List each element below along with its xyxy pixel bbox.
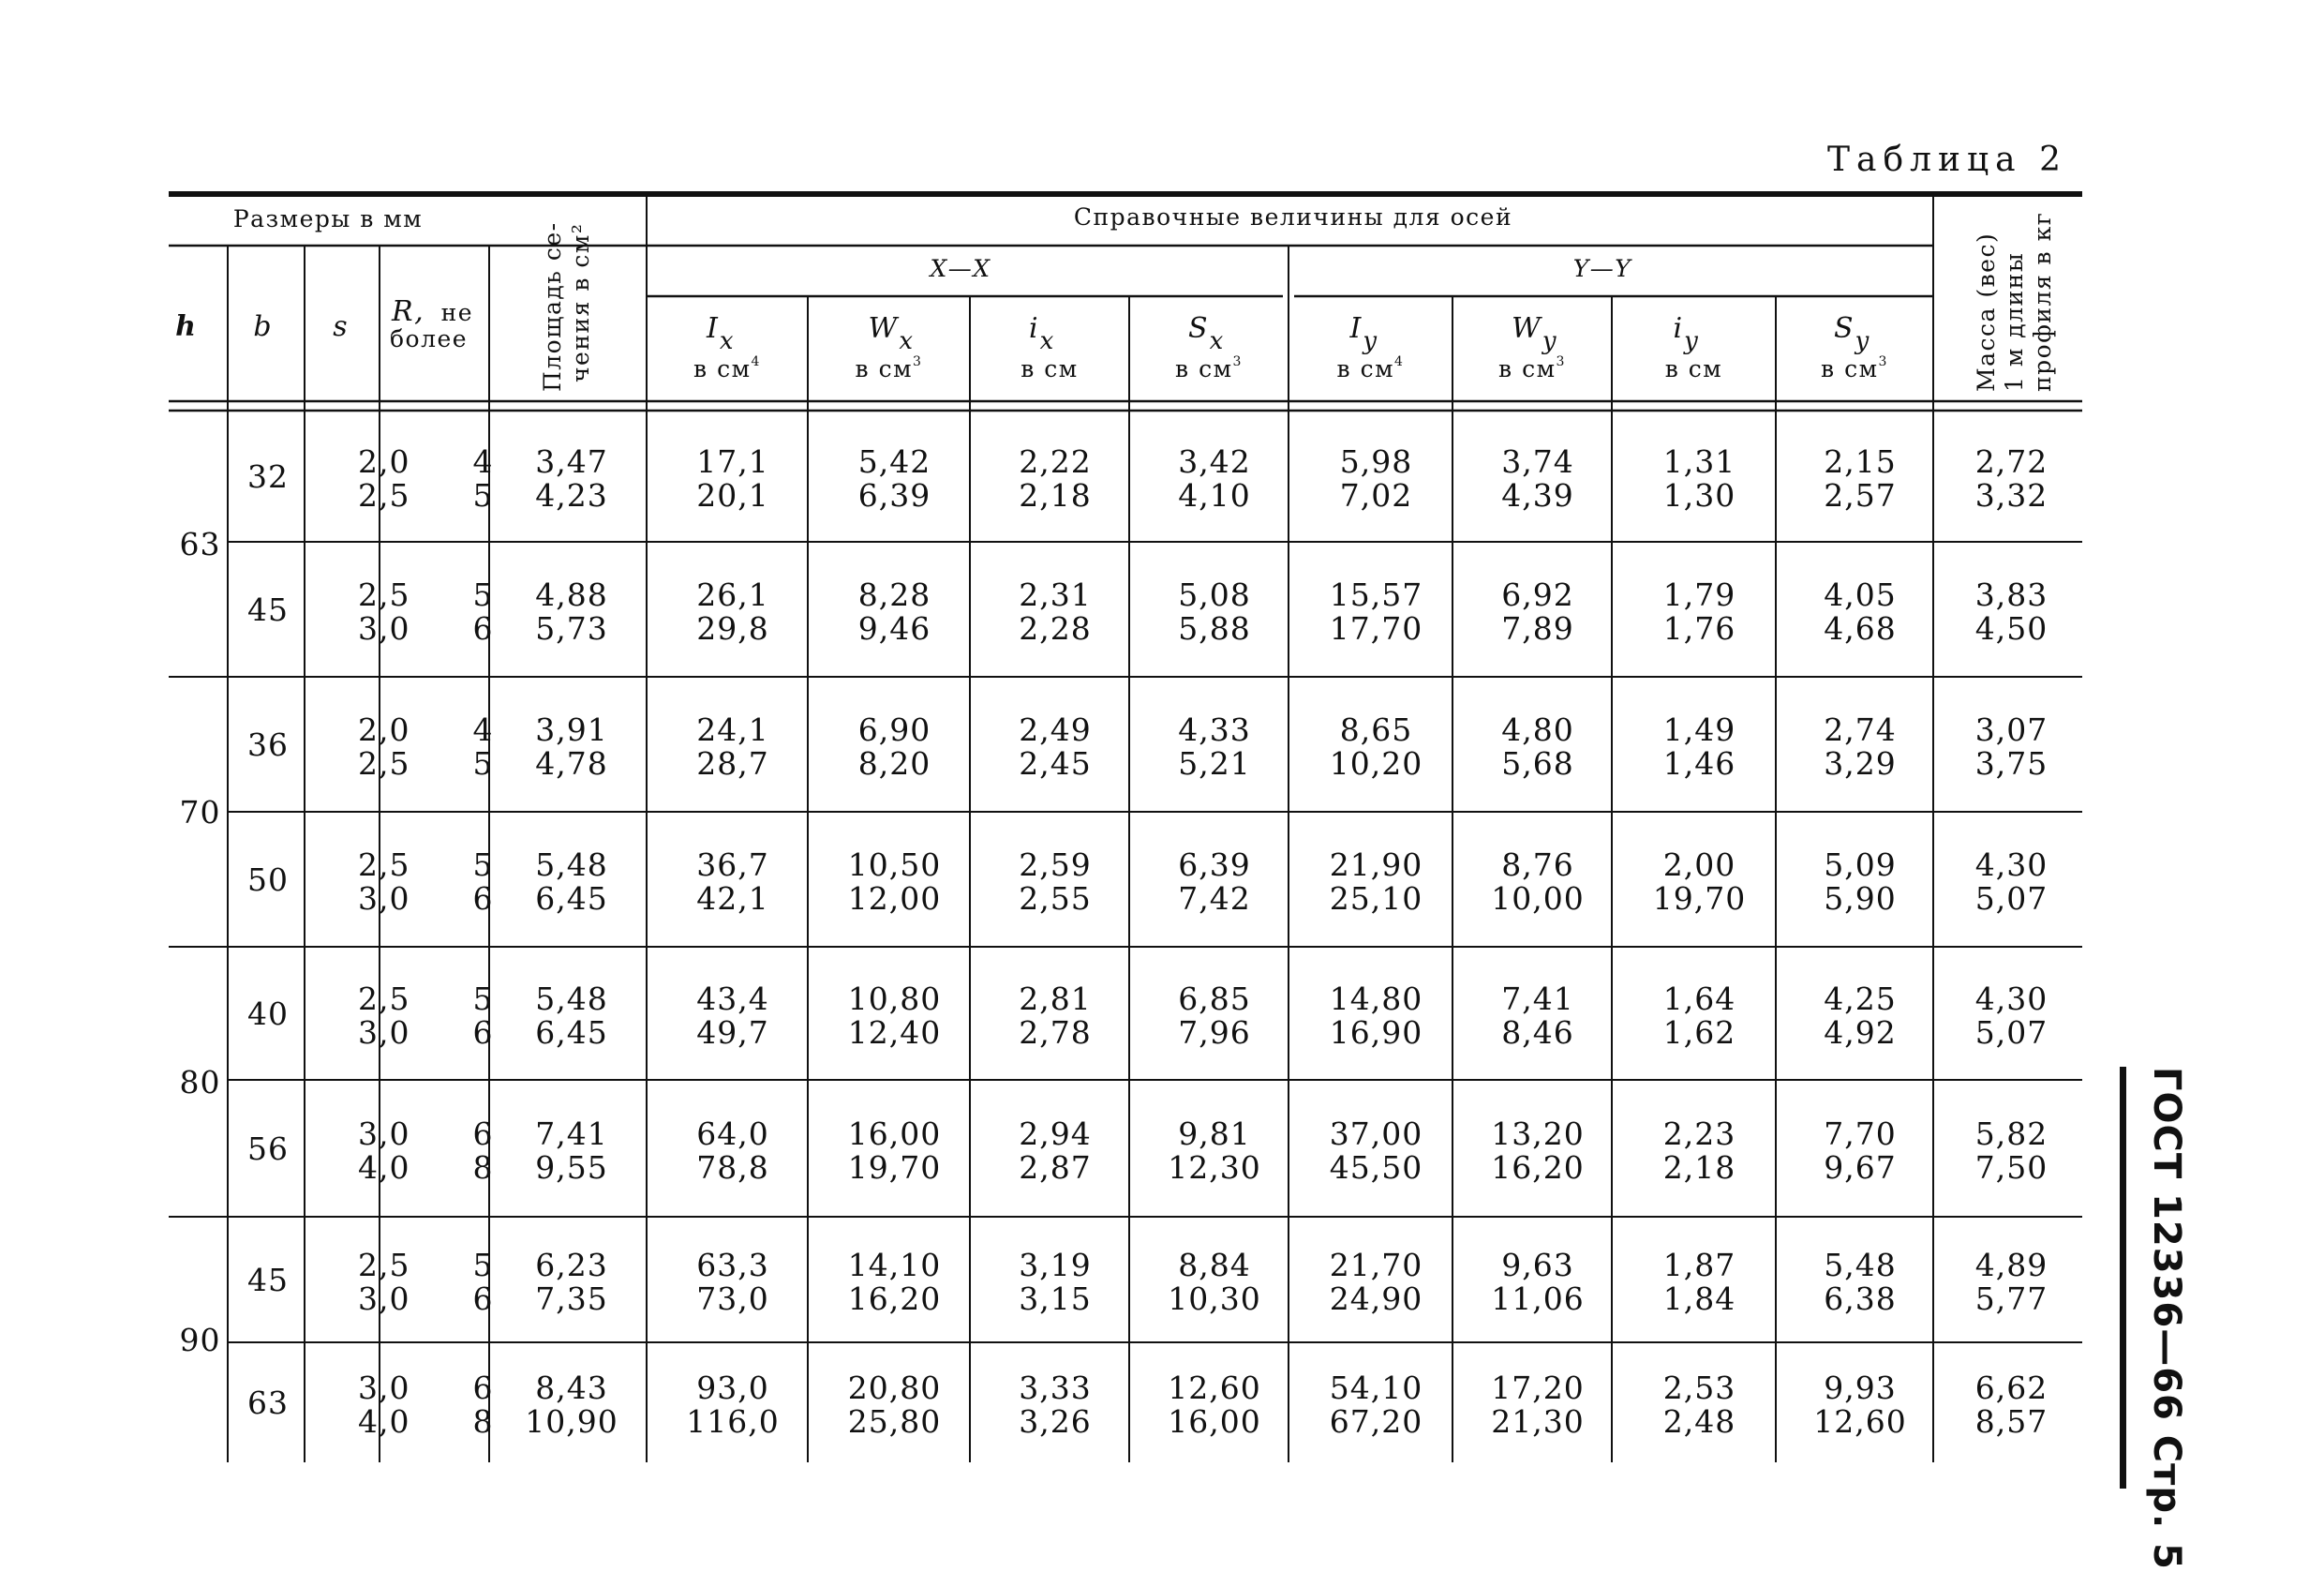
value-cell-wy: 8,76 [1501,846,1574,883]
value-cell-ix: 36,7 [696,846,769,883]
quantity-subscript: x [1039,327,1054,355]
value-cell-m: 5,82 [1974,1115,2048,1152]
thickness-cell: 2,5 [358,477,410,514]
value-cell-wx: 8,28 [857,576,931,613]
s-column-header: s [333,310,348,343]
value-cell-sy: 9,67 [1824,1149,1897,1186]
quantity-symbol [706,312,734,355]
value-cell-a: 8,43 [535,1370,608,1406]
height-cell: 70 [179,794,221,831]
quantity-symbol [1349,312,1378,355]
value-cell-iy: 14,80 [1329,981,1423,1017]
value-cell-iy: 2,18 [1662,1149,1736,1186]
table-row [247,1247,2048,1317]
height-cell: 90 [179,1322,221,1358]
table-row [247,846,2048,917]
thickness-cell: 3,0 [358,880,410,917]
flange-width-cell: 45 [247,591,289,628]
value-cell-ix: 2,45 [1019,745,1092,782]
radius-cell: 5 [472,745,494,782]
radius-cell: 6 [472,610,494,647]
value-cell-ix: 73,0 [696,1280,769,1317]
standard-reference-label [2120,1067,2213,1570]
value-cell-ix: 24,1 [696,711,769,748]
value-cell-sx: 5,08 [1178,576,1251,613]
unit-exponent: 3 [1556,354,1566,369]
quantity-unit [1020,355,1078,382]
quantity-subscript: y [1684,327,1698,355]
radius-cell: 6 [472,1014,494,1051]
value-cell-ix: 2,18 [1019,477,1092,514]
value-cell-ix: 2,78 [1019,1014,1092,1051]
radius-cell: 6 [472,1370,494,1406]
value-cell-ix: 29,8 [696,610,769,647]
value-cell-ix: 3,19 [1019,1247,1092,1283]
value-cell-iy: 5,98 [1339,443,1413,480]
table-row [247,981,2048,1051]
quantity-subscript: x [899,327,914,355]
thickness-cell: 3,0 [358,610,410,647]
value-cell-ix: 2,55 [1019,880,1092,917]
unit-exponent: 4 [1394,354,1405,369]
value-cell-wy: 8,46 [1501,1014,1574,1051]
quantity-subscript: x [719,327,734,355]
value-cell-iy: 17,70 [1329,610,1423,647]
value-cell-m: 4,89 [1974,1247,2048,1283]
quantity-unit [1821,354,1888,382]
value-cell-iy: 24,90 [1329,1280,1423,1317]
value-cell-ix: 49,7 [696,1014,769,1051]
value-cell-wy: 5,68 [1501,745,1574,782]
value-cell-sx: 4,33 [1178,711,1251,748]
value-cell-sy: 4,05 [1824,576,1897,613]
value-cell-iy: 1,84 [1662,1280,1736,1317]
height-cell: 63 [179,526,221,562]
value-cell-m: 6,62 [1974,1370,2048,1406]
value-cell-wx: 12,00 [847,880,942,917]
value-cell-sy: 2,15 [1824,443,1897,480]
value-cell-m: 4,30 [1974,981,2048,1017]
quantity-unit [856,354,923,382]
radius-cell: 6 [472,1115,494,1152]
r-header-symbol: R, [392,295,425,328]
quantity-headers [693,312,1888,382]
value-cell-wx: 16,00 [847,1115,942,1152]
value-cell-wx: 8,20 [857,745,931,782]
value-cell-sx: 6,85 [1178,981,1251,1017]
value-cell-wx: 10,80 [847,981,942,1017]
value-cell-wy: 7,41 [1501,981,1574,1017]
value-cell-wy: 9,63 [1501,1247,1574,1283]
value-cell-a: 9,55 [535,1149,608,1186]
value-cell-iy: 1,46 [1662,745,1736,782]
value-cell-m: 3,75 [1974,745,2048,782]
table-row [247,711,2048,782]
value-cell-ix: 20,1 [696,477,769,514]
quantity-symbol [1512,312,1557,355]
value-cell-wx: 25,80 [847,1403,942,1440]
value-cell-wy: 11,06 [1491,1280,1585,1317]
value-cell-iy: 1,62 [1662,1014,1736,1051]
thickness-cell: 3,0 [358,1280,410,1317]
thickness-cell: 4,0 [358,1149,410,1186]
value-cell-iy: 1,64 [1662,981,1736,1017]
quantity-subscript: y [1363,327,1378,355]
value-cell-sy: 12,60 [1813,1403,1907,1440]
value-cell-m: 7,50 [1974,1149,2048,1186]
table-header [175,203,2056,392]
quantity-symbol [1674,312,1699,355]
quantity-letter: i [1673,312,1683,345]
radius-cell: 8 [472,1403,494,1440]
value-cell-a: 7,35 [535,1280,608,1317]
value-cell-sx: 7,42 [1178,880,1251,917]
value-cell-ix: 26,1 [696,576,769,613]
quantity-unit [1665,355,1722,382]
value-cell-wx: 6,90 [857,711,931,748]
unit-exponent: 4 [751,354,761,369]
flange-width-cell: 56 [247,1130,289,1167]
height-cell: 80 [179,1064,221,1100]
value-cell-m: 4,30 [1974,846,2048,883]
value-cell-iy: 21,90 [1329,846,1423,883]
value-cell-a: 6,23 [535,1247,608,1283]
r-header-line2: более [390,325,469,352]
value-cell-iy: 25,10 [1329,880,1423,917]
value-cell-wx: 6,39 [857,477,931,514]
quantity-letter: S [1834,312,1854,345]
value-cell-iy: 16,90 [1329,1014,1423,1051]
quantity-letter: i [1029,312,1038,345]
thickness-cell: 4,0 [358,1403,410,1440]
unit-text: в см [855,355,914,382]
table-body [180,443,2048,1440]
value-cell-a: 3,91 [535,711,608,748]
radius-cell: 8 [472,1149,494,1186]
value-cell-wx: 10,50 [847,846,942,883]
value-cell-sx: 5,88 [1178,610,1251,647]
value-cell-m: 5,77 [1974,1280,2048,1317]
value-cell-sx: 3,42 [1178,443,1251,480]
thickness-cell: 2,5 [358,745,410,782]
unit-text: в см [1175,355,1233,382]
value-cell-wy: 17,20 [1491,1370,1585,1406]
value-cell-sx: 7,96 [1178,1014,1251,1051]
value-cell-ix: 2,49 [1019,711,1092,748]
value-cell-m: 5,07 [1974,880,2048,917]
value-cell-sx: 10,30 [1168,1280,1261,1317]
value-cell-ix: 2,22 [1019,443,1092,480]
b-column-header: b [253,310,272,343]
thickness-cell: 3,0 [358,1370,410,1406]
value-cell-iy: 54,10 [1329,1370,1423,1406]
value-cell-ix: 2,87 [1019,1149,1092,1186]
value-cell-iy: 15,57 [1329,576,1423,613]
quantity-unit [1498,354,1566,382]
flange-width-cell: 50 [247,861,289,898]
value-cell-ix: 3,15 [1019,1280,1092,1317]
value-cell-iy: 7,02 [1339,477,1413,514]
value-cell-a: 4,88 [535,576,608,613]
value-cell-sx: 6,39 [1178,846,1251,883]
value-cell-ix: 17,1 [696,443,769,480]
value-cell-iy: 1,79 [1662,576,1736,613]
unit-text: в см [1821,355,1879,382]
quantity-symbol [1188,312,1224,355]
value-cell-m: 3,32 [1974,477,2048,514]
value-cell-wx: 5,42 [857,443,931,480]
quantity-letter: W [868,312,898,345]
radius-cell: 6 [472,1280,494,1317]
value-cell-wy: 16,20 [1491,1149,1585,1186]
quantity-letter: W [1512,312,1541,345]
value-cell-a: 3,47 [535,443,608,480]
radius-cell: 5 [472,981,494,1017]
value-cell-wx: 14,10 [847,1247,942,1283]
table-row [247,443,2048,514]
value-cell-sy: 6,38 [1824,1280,1897,1317]
value-cell-wy: 7,89 [1501,610,1574,647]
thickness-cell: 2,5 [358,981,410,1017]
value-cell-sy: 5,48 [1824,1247,1897,1283]
thickness-cell: 2,5 [358,1247,410,1283]
value-cell-ix: 116,0 [686,1403,780,1440]
value-cell-iy: 1,30 [1662,477,1736,514]
value-cell-wx: 20,80 [847,1370,942,1406]
table-caption: Таблица 2 [1827,141,2067,179]
value-cell-wx: 19,70 [847,1149,942,1186]
value-cell-ix: 63,3 [696,1247,769,1283]
flange-width-cell: 63 [247,1385,289,1421]
quantity-unit [1175,354,1243,382]
quantity-symbol [1029,312,1054,355]
value-cell-sy: 5,90 [1824,880,1897,917]
value-cell-wy: 4,80 [1501,711,1574,748]
value-cell-sy: 7,70 [1824,1115,1897,1152]
thickness-cell: 2,5 [358,846,410,883]
quantity-symbol [869,312,914,355]
value-cell-wy: 13,20 [1491,1115,1585,1152]
value-cell-sy: 3,29 [1824,745,1897,782]
table-grid [169,194,2082,1462]
unit-exponent: 3 [913,354,923,369]
unit-text: в см [1336,355,1395,382]
value-cell-wx: 16,20 [847,1280,942,1317]
quantity-letter: I [707,312,718,345]
value-cell-m: 3,07 [1974,711,2048,748]
value-cell-wx: 9,46 [857,610,931,647]
value-cell-wy: 3,74 [1501,443,1574,480]
flange-width-cell: 40 [247,996,289,1032]
value-cell-iy: 1,49 [1662,711,1736,748]
radius-cell: 5 [472,1247,494,1283]
table-row [247,576,2048,647]
quantity-unit [1337,354,1405,382]
value-cell-wy: 6,92 [1501,576,1574,613]
flange-width-cell: 45 [247,1262,289,1298]
quantity-unit [693,354,761,382]
h-column-header: h [175,310,196,343]
thickness-cell: 2,5 [358,576,410,613]
r-header-rest: не [440,299,474,326]
radius-cell: 4 [472,443,494,480]
thickness-cell: 2,0 [358,443,410,480]
area-header-line1: Площадь се- [539,221,566,392]
value-cell-ix: 28,7 [696,745,769,782]
radius-cell: 6 [472,880,494,917]
reference-values-header: Справочные величины для осей [1073,203,1513,231]
value-cell-ix: 93,0 [696,1370,769,1406]
r-column-header [391,295,473,328]
value-cell-iy: 10,20 [1329,745,1423,782]
value-cell-sy: 4,68 [1824,610,1897,647]
value-cell-a: 4,23 [535,477,608,514]
flange-width-cell: 36 [247,726,289,763]
value-cell-sy: 5,09 [1824,846,1897,883]
value-cell-sx: 16,00 [1168,1403,1261,1440]
value-cell-ix: 3,26 [1019,1403,1092,1440]
value-cell-sx: 4,10 [1178,477,1251,514]
value-cell-ix: 2,59 [1019,846,1092,883]
value-cell-iy: 21,70 [1329,1247,1423,1283]
unit-text: в см [1664,355,1723,382]
thickness-cell: 3,0 [358,1115,410,1152]
thickness-cell: 3,0 [358,1014,410,1051]
value-cell-sx: 5,21 [1178,745,1251,782]
unit-text: в см [693,355,752,382]
table-row [247,1115,2048,1186]
value-cell-ix: 2,31 [1019,576,1092,613]
value-cell-m: 2,72 [1974,443,2048,480]
quantity-subscript: y [1542,327,1557,355]
value-cell-wx: 12,40 [847,1014,942,1051]
value-cell-sx: 8,84 [1178,1247,1251,1283]
value-cell-iy: 37,00 [1329,1115,1423,1152]
value-cell-ix: 78,8 [696,1149,769,1186]
value-cell-a: 6,45 [535,1014,608,1051]
value-cell-m: 4,50 [1974,610,2048,647]
thickness-cell: 2,0 [358,711,410,748]
quantity-symbol [1834,312,1870,355]
value-cell-iy: 2,00 [1662,846,1736,883]
radius-cell: 4 [472,711,494,748]
value-cell-ix: 2,81 [1019,981,1092,1017]
value-cell-iy: 1,76 [1662,610,1736,647]
value-cell-sx: 12,30 [1168,1149,1261,1186]
value-cell-a: 6,45 [535,880,608,917]
mass-header-line1: Масса (вес) [1973,232,2000,392]
value-cell-a: 4,78 [535,745,608,782]
value-cell-m: 5,07 [1974,1014,2048,1051]
unit-text: в см [1498,355,1557,382]
value-cell-iy: 8,65 [1339,711,1413,748]
quantity-subscript: y [1855,327,1870,355]
value-cell-ix: 43,4 [696,981,769,1017]
value-cell-ix: 2,28 [1019,610,1092,647]
unit-text: в см [1020,355,1079,382]
quantity-letter: I [1349,312,1362,345]
unit-exponent: 3 [1232,354,1243,369]
table-row [247,1370,2048,1440]
radius-cell: 5 [472,846,494,883]
value-cell-a: 10,90 [525,1403,618,1440]
value-cell-ix: 2,94 [1019,1115,1092,1152]
value-cell-a: 5,48 [535,981,608,1017]
value-cell-sy: 2,57 [1824,477,1897,514]
value-cell-wy: 21,30 [1491,1403,1585,1440]
value-cell-wy: 4,39 [1501,477,1574,514]
value-cell-iy: 19,70 [1652,880,1747,917]
unit-exponent: 3 [1878,354,1888,369]
mass-header-line3: профиля в кг [2029,211,2056,392]
value-cell-iy: 2,53 [1662,1370,1736,1406]
quantity-subscript: x [1209,327,1224,355]
radius-cell: 5 [472,477,494,514]
value-cell-m: 8,57 [1974,1403,2048,1440]
radius-cell: 5 [472,576,494,613]
value-cell-sy: 9,93 [1824,1370,1897,1406]
value-cell-ix: 64,0 [696,1115,769,1152]
value-cell-a: 5,73 [535,610,608,647]
standard-page-label: ГОСТ 12336—66 Стр. 5 [2145,1067,2188,1570]
mass-header-line2: 1 м длины [2001,251,2028,392]
area-header-line2: чения в см² [567,222,594,382]
axis-y-header: Y—Y [1572,255,1632,282]
value-cell-sx: 12,60 [1168,1370,1261,1406]
value-cell-sy: 4,25 [1824,981,1897,1017]
value-cell-iy: 2,48 [1662,1403,1736,1440]
flange-width-cell: 32 [247,458,289,495]
value-cell-iy: 67,20 [1329,1403,1423,1440]
value-cell-iy: 45,50 [1329,1149,1423,1186]
value-cell-m: 3,83 [1974,576,2048,613]
value-cell-ix: 42,1 [696,880,769,917]
value-cell-iy: 2,23 [1662,1115,1736,1152]
axis-x-header: X—X [930,255,991,282]
value-cell-wy: 10,00 [1491,880,1585,917]
value-cell-sy: 4,92 [1824,1014,1897,1051]
quantity-letter: S [1188,312,1208,345]
side-rule [2120,1067,2126,1489]
value-cell-iy: 1,87 [1662,1247,1736,1283]
value-cell-iy: 1,31 [1662,443,1736,480]
value-cell-a: 5,48 [535,846,608,883]
dims-group-header: Размеры в мм [232,205,424,232]
value-cell-sx: 9,81 [1178,1115,1251,1152]
value-cell-a: 7,41 [535,1115,608,1152]
value-cell-sy: 2,74 [1824,711,1897,748]
value-cell-ix: 3,33 [1019,1370,1092,1406]
